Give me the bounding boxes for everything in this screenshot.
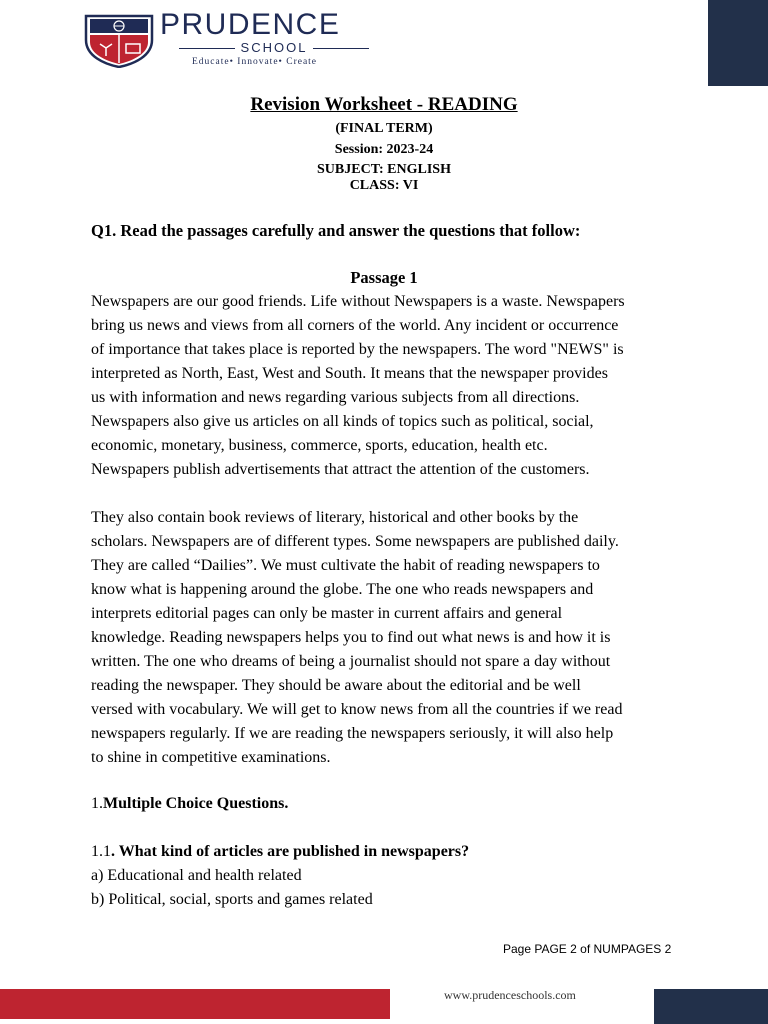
paragraph-line: They are called “Dailies”. We must cultivate the habit of reading newspapers to [91, 557, 600, 574]
mcq-heading: 1.Multiple Choice Questions. [91, 795, 289, 812]
passage-heading: Passage 1 [350, 268, 418, 287]
footer-navy-block [654, 989, 768, 1024]
paragraph-line: us with information and news regarding various subjects from all directions. [91, 389, 580, 406]
session-label: Session: 2023-24 [334, 142, 434, 157]
term-label: (FINAL TERM) [335, 121, 433, 136]
paragraph-line: They also contain book reviews of literary, historical and other books by the [91, 509, 579, 526]
school-subtitle: SCHOOL [160, 40, 388, 55]
mcq-option-a: a) Educational and health related [91, 867, 302, 884]
paragraph-line: scholars. Newspapers are of different types. Some newspapers are published daily. [91, 533, 619, 550]
paragraph-line: of importance that takes place is reported by the newspapers. The word "NEWS" is [91, 341, 624, 358]
shield-emblem-icon [82, 14, 156, 68]
paragraph-line: know what is happening around the globe. The one who reads newspapers and [91, 581, 594, 598]
footer-website: www.prudenceschools.com [444, 988, 576, 1002]
school-tagline: Educate• Innovate• Create [192, 57, 318, 67]
paragraph-line: interpreted as North, East, West and South. It means that the newspaper provides [91, 365, 608, 382]
subject-label: SUBJECT: ENGLISH [317, 162, 451, 177]
worksheet-title: Revision Worksheet - READING [250, 94, 518, 115]
question-1-instruction: Q1. Read the passages carefully and answer the questions that follow: [91, 221, 581, 240]
paragraph-line: economic, monetary, business, commerce, sports, education, health etc. [91, 437, 548, 454]
passage-paragraph-2 [91, 506, 691, 770]
paragraph-line: Newspapers publish advertisements that attract the attention of the customers. [91, 461, 590, 478]
header-corner-block [708, 0, 768, 86]
passage-paragraph-1 [91, 290, 691, 482]
paragraph-line: interprets editorial pages can only be master in current affairs and general [91, 605, 563, 622]
school-name: PRUDENCE [160, 8, 341, 41]
paragraph-line: knowledge. Reading newspapers helps you to find out what news is and how it is [91, 629, 611, 646]
class-label: CLASS: VI [349, 178, 419, 193]
paragraph-line: newspapers regularly. If we are reading the newspapers seriously, it will also help [91, 725, 614, 742]
paragraph-line: bring us news and views from all corners of the world. Any incident or occurrence [91, 317, 619, 334]
paragraph-line: reading the newspaper. They should be aware about the editorial and be well [91, 677, 581, 694]
paragraph-line: Newspapers are our good friends. Life without Newspapers is a waste. Newspapers [91, 293, 625, 310]
paragraph-line: Newspapers also give us articles on all kinds of topics such as political, social, [91, 413, 594, 430]
page-number: Page PAGE 2 of NUMPAGES 2 [503, 942, 672, 956]
paragraph-line: versed with vocabulary. We will get to know news from all the countries if we read [91, 701, 623, 718]
paragraph-line: to shine in competitive examinations. [91, 749, 331, 766]
footer-red-band [0, 989, 390, 1019]
school-logo [82, 8, 392, 70]
paragraph-line: written. The one who dreams of being a journalist should not spare a day without [91, 653, 611, 670]
mcq-question: 1.1. What kind of articles are published in newspapers? [91, 843, 470, 860]
mcq-option-b: b) Political, social, sports and games related [91, 891, 373, 908]
